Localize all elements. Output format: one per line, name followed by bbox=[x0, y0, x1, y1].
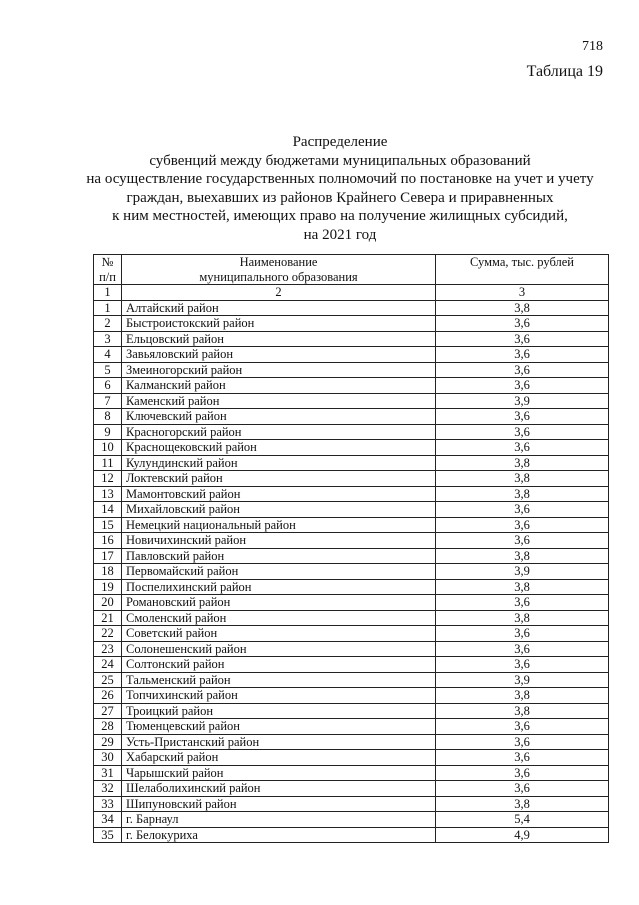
row-number: 32 bbox=[94, 781, 122, 797]
subsidy-amount: 3,6 bbox=[436, 626, 609, 642]
table-row bbox=[94, 378, 609, 394]
header-name-line2: муниципального образования bbox=[199, 269, 358, 284]
table-row bbox=[94, 533, 609, 549]
subsidy-amount: 3,8 bbox=[436, 455, 609, 471]
table-row bbox=[94, 781, 609, 797]
row-number: 20 bbox=[94, 595, 122, 611]
row-number: 30 bbox=[94, 750, 122, 766]
row-number: 21 bbox=[94, 610, 122, 626]
table-row bbox=[94, 347, 609, 363]
column-index: 2 bbox=[122, 285, 436, 301]
column-index: 3 bbox=[436, 285, 609, 301]
subsidy-amount: 3,8 bbox=[436, 471, 609, 487]
subsidy-amount: 3,6 bbox=[436, 641, 609, 657]
municipality-name: Поспелихинский район bbox=[122, 579, 436, 595]
table-row bbox=[94, 641, 609, 657]
municipality-name: Тальменский район bbox=[122, 672, 436, 688]
table-row bbox=[94, 812, 609, 828]
table-row bbox=[94, 595, 609, 611]
header-number-line1: № bbox=[101, 255, 114, 269]
subsidy-amount: 3,9 bbox=[436, 564, 609, 580]
subsidy-amount: 3,8 bbox=[436, 486, 609, 502]
subsidy-amount: 3,6 bbox=[436, 409, 609, 425]
municipality-name: Быстроистокский район bbox=[122, 316, 436, 332]
header-sum: Сумма, тыс. рублей bbox=[436, 255, 609, 285]
table-row bbox=[94, 362, 609, 378]
row-number: 9 bbox=[94, 424, 122, 440]
subsidy-table bbox=[93, 254, 609, 843]
table-row bbox=[94, 424, 609, 440]
municipality-name: Топчихинский район bbox=[122, 688, 436, 704]
row-number: 13 bbox=[94, 486, 122, 502]
municipality-name: Змеиногорский район bbox=[122, 362, 436, 378]
municipality-name: Мамонтовский район bbox=[122, 486, 436, 502]
municipality-name: Смоленский район bbox=[122, 610, 436, 626]
municipality-name: Хабарский район bbox=[122, 750, 436, 766]
table-row bbox=[94, 471, 609, 487]
table-row bbox=[94, 765, 609, 781]
municipality-name: Каменский район bbox=[122, 393, 436, 409]
subsidy-amount: 3,6 bbox=[436, 750, 609, 766]
row-number: 3 bbox=[94, 331, 122, 347]
table-row bbox=[94, 440, 609, 456]
table-row bbox=[94, 502, 609, 518]
municipality-name: Первомайский район bbox=[122, 564, 436, 580]
subsidy-amount: 3,8 bbox=[436, 796, 609, 812]
row-number: 7 bbox=[94, 393, 122, 409]
municipality-name: Ельцовский район bbox=[122, 331, 436, 347]
row-number: 17 bbox=[94, 548, 122, 564]
subsidy-amount: 3,9 bbox=[436, 393, 609, 409]
table-row bbox=[94, 827, 609, 843]
subsidy-amount: 5,4 bbox=[436, 812, 609, 828]
row-number: 2 bbox=[94, 316, 122, 332]
row-number: 31 bbox=[94, 765, 122, 781]
table-row bbox=[94, 703, 609, 719]
municipality-name: г. Барнаул bbox=[122, 812, 436, 828]
subsidy-amount: 3,6 bbox=[436, 719, 609, 735]
row-number: 27 bbox=[94, 703, 122, 719]
row-number: 24 bbox=[94, 657, 122, 673]
subsidy-amount: 3,6 bbox=[436, 517, 609, 533]
row-number: 35 bbox=[94, 827, 122, 843]
subsidy-amount: 3,6 bbox=[436, 595, 609, 611]
municipality-name: Чарышский район bbox=[122, 765, 436, 781]
municipality-name: г. Белокуриха bbox=[122, 827, 436, 843]
table-row bbox=[94, 610, 609, 626]
column-index: 1 bbox=[94, 285, 122, 301]
row-number: 29 bbox=[94, 734, 122, 750]
header-name-line1: Наименование bbox=[239, 255, 318, 269]
title-line: субвенций между бюджетами муниципальных образований bbox=[149, 152, 531, 169]
table-row bbox=[94, 734, 609, 750]
subsidy-amount: 3,6 bbox=[436, 378, 609, 394]
row-number: 8 bbox=[94, 409, 122, 425]
row-number: 15 bbox=[94, 517, 122, 533]
title-line: на осуществление государственных полномочий по постановке на учет и учету bbox=[86, 171, 594, 187]
subsidy-amount: 3,6 bbox=[436, 781, 609, 797]
table-row bbox=[94, 626, 609, 642]
header-number-line2: п/п bbox=[99, 269, 116, 284]
table-row bbox=[94, 409, 609, 425]
municipality-name: Шелаболихинский район bbox=[122, 781, 436, 797]
municipality-name: Ключевский район bbox=[122, 409, 436, 425]
table-row bbox=[94, 300, 609, 316]
subsidy-amount: 3,6 bbox=[436, 440, 609, 456]
table-row bbox=[94, 455, 609, 471]
municipality-name: Троицкий район bbox=[122, 703, 436, 719]
document-title bbox=[80, 133, 600, 244]
municipality-name: Павловский район bbox=[122, 548, 436, 564]
row-number: 34 bbox=[94, 812, 122, 828]
table-row bbox=[94, 672, 609, 688]
title-line: граждан, выехавших из районов Крайнего Севера и приравненных bbox=[126, 189, 554, 206]
row-number: 16 bbox=[94, 533, 122, 549]
subsidy-amount: 4,9 bbox=[436, 827, 609, 843]
table-row bbox=[94, 579, 609, 595]
row-number: 18 bbox=[94, 564, 122, 580]
row-number: 28 bbox=[94, 719, 122, 735]
row-number: 12 bbox=[94, 471, 122, 487]
subsidy-amount: 3,6 bbox=[436, 734, 609, 750]
row-number: 6 bbox=[94, 378, 122, 394]
row-number: 25 bbox=[94, 672, 122, 688]
row-number: 1 bbox=[94, 300, 122, 316]
subsidy-amount: 3,8 bbox=[436, 703, 609, 719]
row-number: 26 bbox=[94, 688, 122, 704]
municipality-name: Новичихинский район bbox=[122, 533, 436, 549]
title-line: на 2021 год bbox=[303, 226, 377, 243]
subsidy-amount: 3,9 bbox=[436, 672, 609, 688]
page-number: 718 bbox=[582, 39, 603, 54]
subsidy-amount: 3,6 bbox=[436, 502, 609, 518]
table-row bbox=[94, 719, 609, 735]
table-row bbox=[94, 548, 609, 564]
header-number bbox=[94, 255, 122, 285]
table-row bbox=[94, 517, 609, 533]
header-name bbox=[122, 255, 436, 285]
row-number: 33 bbox=[94, 796, 122, 812]
municipality-name: Калманский район bbox=[122, 378, 436, 394]
municipality-name: Немецкий национальный район bbox=[122, 517, 436, 533]
row-number: 22 bbox=[94, 626, 122, 642]
municipality-name: Советский район bbox=[122, 626, 436, 642]
table-label: Таблица 19 bbox=[526, 63, 603, 80]
row-number: 23 bbox=[94, 641, 122, 657]
title-line: Распределение bbox=[292, 134, 388, 150]
municipality-name: Шипуновский район bbox=[122, 796, 436, 812]
subsidy-amount: 3,6 bbox=[436, 331, 609, 347]
municipality-name: Михайловский район bbox=[122, 502, 436, 518]
subsidy-amount: 3,8 bbox=[436, 688, 609, 704]
table-header-row bbox=[94, 255, 609, 285]
table-row bbox=[94, 486, 609, 502]
municipality-name: Усть-Пристанский район bbox=[122, 734, 436, 750]
municipality-name: Солтонский район bbox=[122, 657, 436, 673]
row-number: 19 bbox=[94, 579, 122, 595]
table-row bbox=[94, 796, 609, 812]
subsidy-amount: 3,6 bbox=[436, 362, 609, 378]
table-row bbox=[94, 316, 609, 332]
subsidy-amount: 3,6 bbox=[436, 533, 609, 549]
table-row bbox=[94, 331, 609, 347]
subsidy-amount: 3,8 bbox=[436, 300, 609, 316]
municipality-name: Романовский район bbox=[122, 595, 436, 611]
subsidy-amount: 3,6 bbox=[436, 765, 609, 781]
municipality-name: Алтайский район bbox=[122, 300, 436, 316]
row-number: 14 bbox=[94, 502, 122, 518]
table-row bbox=[94, 564, 609, 580]
subsidy-amount: 3,8 bbox=[436, 579, 609, 595]
row-number: 11 bbox=[94, 455, 122, 471]
municipality-name: Тюменцевский район bbox=[122, 719, 436, 735]
title-line: к ним местностей, имеющих право на получение жилищных субсидий, bbox=[112, 208, 568, 224]
subsidy-amount: 3,6 bbox=[436, 657, 609, 673]
subsidy-amount: 3,6 bbox=[436, 424, 609, 440]
subsidy-amount: 3,6 bbox=[436, 347, 609, 363]
subsidy-amount: 3,8 bbox=[436, 610, 609, 626]
column-index-row bbox=[94, 285, 609, 301]
municipality-name: Солонешенский район bbox=[122, 641, 436, 657]
table-row bbox=[94, 393, 609, 409]
subsidy-amount: 3,6 bbox=[436, 316, 609, 332]
row-number: 5 bbox=[94, 362, 122, 378]
municipality-name: Локтевский район bbox=[122, 471, 436, 487]
municipality-name: Красногорский район bbox=[122, 424, 436, 440]
municipality-name: Завьяловский район bbox=[122, 347, 436, 363]
row-number: 10 bbox=[94, 440, 122, 456]
table-row bbox=[94, 750, 609, 766]
municipality-name: Кулундинский район bbox=[122, 455, 436, 471]
table-row bbox=[94, 657, 609, 673]
municipality-name: Краснощековский район bbox=[122, 440, 436, 456]
subsidy-amount: 3,8 bbox=[436, 548, 609, 564]
table-body bbox=[94, 300, 609, 843]
row-number: 4 bbox=[94, 347, 122, 363]
table-row bbox=[94, 688, 609, 704]
